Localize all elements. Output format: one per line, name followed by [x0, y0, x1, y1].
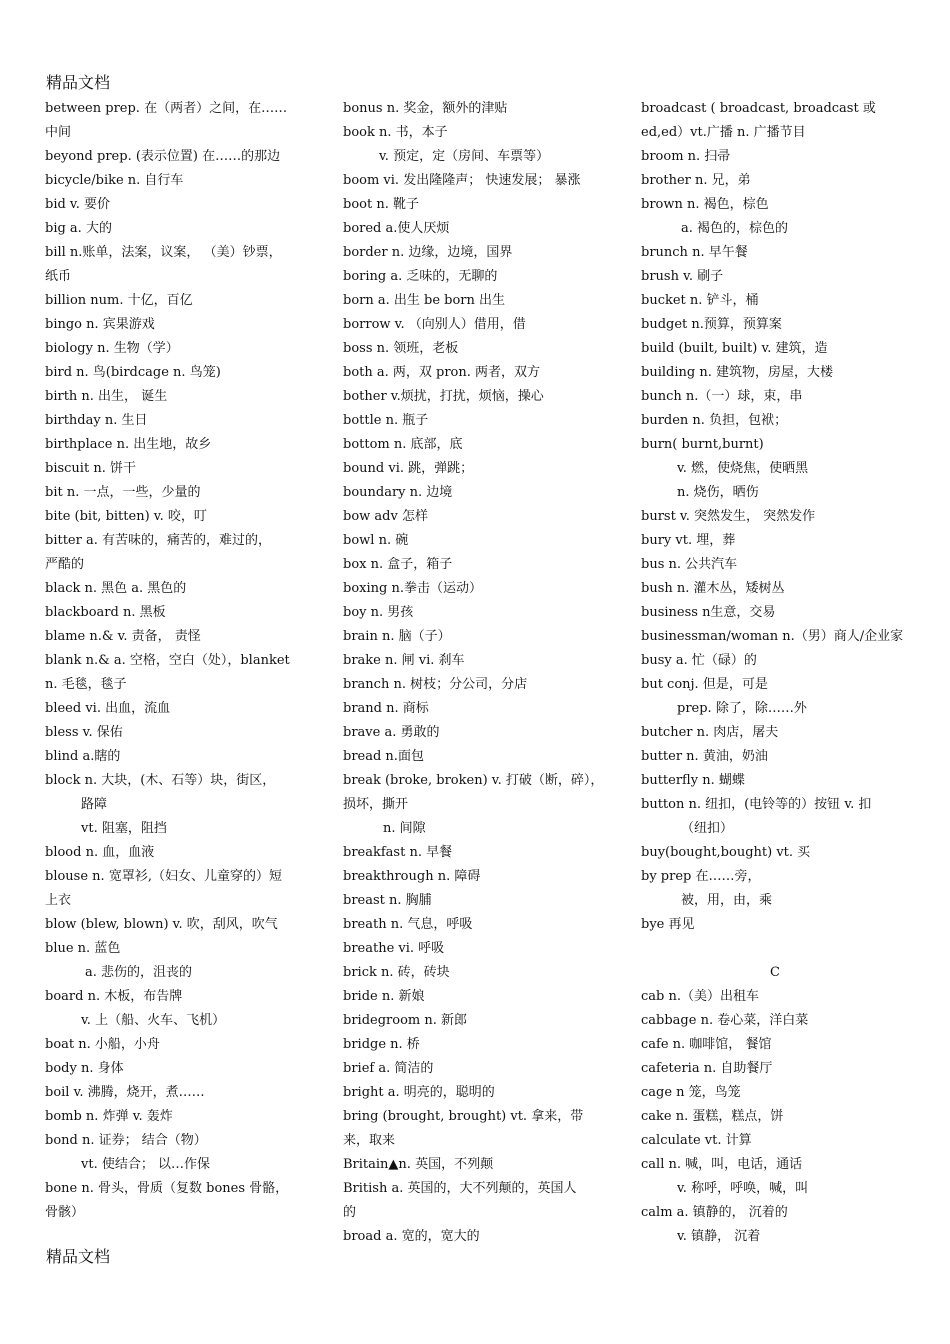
- vocab-line: blackboard n. 黑板: [45, 605, 166, 620]
- vocab-line: border n. 边缘，边境，国界: [343, 245, 513, 260]
- vocab-line: busy a. 忙（碌）的: [641, 653, 757, 668]
- vocab-line: bright a. 明亮的，聪明的: [343, 1085, 495, 1100]
- vocab-line: butter n. 黄油，奶油: [641, 749, 768, 764]
- vocab-line: bomb n. 炸弹 v. 轰炸: [45, 1109, 173, 1124]
- vocab-line: breast n. 胸脯: [343, 893, 432, 908]
- vocab-line: cafe n. 咖啡馆， 餐馆: [641, 1037, 772, 1052]
- vocab-line: born a. 出生 be born 出生: [343, 293, 506, 308]
- vocab-line: boot n. 靴子: [343, 197, 419, 212]
- vocab-line: boy n. 男孩: [343, 605, 414, 620]
- vocab-line: biscuit n. 饼干: [45, 461, 136, 476]
- vocab-line: birthplace n. 出生地，故乡: [45, 437, 212, 452]
- vocab-line: brown n. 褐色，棕色: [641, 197, 769, 212]
- vocab-line: blame n.& v. 责备， 责怪: [45, 629, 201, 644]
- vocab-line: burn( burnt,burnt): [641, 437, 764, 452]
- vocab-line: break (broke, broken) v. 打破（断，碎），: [343, 773, 604, 788]
- vocab-line: but conj. 但是，可是: [641, 677, 768, 692]
- vocab-line: C: [770, 965, 780, 980]
- vocab-line: 上衣: [45, 893, 72, 908]
- vocab-line: 损坏，撕开: [343, 797, 409, 812]
- vocab-line: bleed vi. 出血，流血: [45, 701, 171, 716]
- vocab-line: bond n. 证券； 结合（物）: [45, 1133, 207, 1148]
- vocab-line: buy(bought,bought) vt. 买: [641, 845, 811, 860]
- vocab-line: brother n. 兄，弟: [641, 173, 751, 188]
- vocab-line: blow (blew, blown) v. 吹，刮风，吹气: [45, 917, 278, 932]
- vocab-line: bus n. 公共汽车: [641, 557, 738, 572]
- vocab-line: bury vt. 埋，葬: [641, 533, 736, 548]
- vocab-line: broom n. 扫帚: [641, 149, 731, 164]
- vocab-line: brand n. 商标: [343, 701, 429, 716]
- vocab-line: broadcast ( broadcast, broadcast 或: [641, 101, 876, 116]
- vocab-line: brave a. 勇敢的: [343, 725, 440, 740]
- vocab-line: brunch n. 早午餐: [641, 245, 748, 260]
- page-header: 精品文档: [46, 73, 111, 92]
- vocab-line: bunch n.（一）球，束，串: [641, 389, 803, 404]
- vocab-line: building n. 建筑物，房屋，大楼: [641, 365, 833, 380]
- vocab-line: boat n. 小船，小舟: [45, 1037, 160, 1052]
- vocab-line: bonus n. 奖金，额外的津贴: [343, 101, 508, 116]
- column-1: [45, 97, 313, 1225]
- vocab-line: n. 毛毯，毯子: [45, 677, 127, 692]
- vocab-line: broad a. 宽的，宽大的: [343, 1229, 480, 1244]
- vocab-line: British a. 英国的，大不列颠的，英国人: [343, 1181, 577, 1196]
- vocab-line: bicycle/bike n. 自行车: [45, 173, 184, 188]
- vocab-line: brief a. 简洁的: [343, 1061, 434, 1076]
- vocab-line: butterfly n. 蝴蝶: [641, 773, 745, 788]
- vocab-line: bottom n. 底部，底: [343, 437, 463, 452]
- vocab-line: call n. 喊，叫，电话，通话: [641, 1157, 803, 1172]
- vocab-line: board n. 木板，布告牌: [45, 989, 183, 1004]
- vocab-line: calm a. 镇静的， 沉着的: [641, 1205, 788, 1220]
- vocab-line: blouse n. 宽罩衫,（妇女、儿童穿的）短: [45, 869, 282, 884]
- vocab-line: beyond prep. (表示位置) 在……的那边: [45, 149, 281, 164]
- vocab-line: both a. 两，双 pron. 两者，双方: [343, 365, 541, 380]
- vocab-line: vt. 使结合； 以…作保: [81, 1157, 210, 1172]
- vocab-line: book n. 书，本子: [343, 125, 448, 140]
- vocab-line: bow adv 怎样: [343, 509, 428, 524]
- vocab-line: v. 称呼，呼唤，喊，叫: [677, 1181, 809, 1196]
- vocab-line: body n. 身体: [45, 1061, 124, 1076]
- vocab-line: boundary n. 边境: [343, 485, 453, 500]
- vocab-line: Britain▲n. 英国，不列颠: [343, 1157, 494, 1172]
- vocab-line: breath n. 气息，呼吸: [343, 917, 473, 932]
- vocab-line: bowl n. 碗: [343, 533, 409, 548]
- vocab-line: burden n. 负担，包袱；: [641, 413, 788, 428]
- vocab-line: bye 再见: [641, 917, 695, 932]
- vocab-line: v. 上（船、火车、飞机）: [81, 1013, 226, 1028]
- vocab-line: n. 烧伤，晒伤: [677, 485, 759, 500]
- vocab-line: billion num. 十亿，百亿: [45, 293, 193, 308]
- vocab-line: v. 燃，使烧焦，使晒黑: [677, 461, 809, 476]
- vocab-line: butcher n. 肉店，屠夫: [641, 725, 779, 740]
- vocab-line: bite (bit, bitten) v. 咬，叮: [45, 509, 207, 524]
- vocab-line: cabbage n. 卷心菜，洋白菜: [641, 1013, 809, 1028]
- vocab-line: bitter a. 有苦味的，痛苦的，难过的，: [45, 533, 271, 548]
- vocab-line: businessman/woman n.（男）商人/企业家: [641, 629, 904, 644]
- vocab-line: vt. 阻塞，阻挡: [81, 821, 167, 836]
- vocab-line: block n. 大块，(木、石等）块，街区，: [45, 773, 276, 788]
- vocab-line: a. 褐色的，棕色的: [681, 221, 789, 236]
- vocab-line: blind a.瞎的: [45, 749, 121, 764]
- vocab-line: black n. 黑色 a. 黑色的: [45, 581, 187, 596]
- vocab-line: breakthrough n. 障碍: [343, 869, 481, 884]
- vocab-line: bride n. 新娘: [343, 989, 425, 1004]
- vocab-line: 被，用，由，乘: [681, 893, 773, 908]
- vocab-line: birthday n. 生日: [45, 413, 148, 428]
- column-3: [641, 97, 909, 1249]
- vocab-line: boring a. 乏味的，无聊的: [343, 269, 498, 284]
- vocab-line: blood n. 血，血液: [45, 845, 155, 860]
- vocab-line: bone n. 骨头，骨质（复数 bones 骨骼，: [45, 1181, 289, 1196]
- vocab-line: button n. 纽扣，(电铃等的）按钮 v. 扣: [641, 797, 872, 812]
- vocab-line: brush v. 刷子: [641, 269, 724, 284]
- vocab-line: （纽扣）: [681, 821, 734, 836]
- vocab-line: brain n. 脑（子）: [343, 629, 451, 644]
- vocab-line: 路障: [81, 797, 108, 812]
- vocab-line: bottle n. 瓶子: [343, 413, 429, 428]
- vocab-line: [641, 937, 909, 961]
- vocab-line: bother v.烦扰，打扰，烦恼，操心: [343, 389, 544, 404]
- vocab-line: business n生意，交易: [641, 605, 776, 620]
- vocab-line: branch n. 树枝；分公司，分店: [343, 677, 528, 692]
- vocab-line: bored a.使人厌烦: [343, 221, 450, 236]
- vocab-line: budget n.预算，预算案: [641, 317, 782, 332]
- vocab-line: biology n. 生物（学）: [45, 341, 179, 356]
- vocab-line: v. 镇静， 沉着: [677, 1229, 761, 1244]
- vocab-line: 骨骸）: [45, 1205, 85, 1220]
- vocab-line: 的: [343, 1205, 357, 1220]
- vocab-line: a. 悲伤的，沮丧的: [85, 965, 193, 980]
- vocab-line: bit n. 一点，一些，少量的: [45, 485, 201, 500]
- vocab-line: 纸币: [45, 269, 72, 284]
- vocab-line: borrow v. （向别人）借用，借: [343, 317, 526, 332]
- vocab-line: breathe vi. 呼吸: [343, 941, 445, 956]
- vocab-line: brake n. 闸 vi. 刹车: [343, 653, 465, 668]
- vocab-line: by prep 在……旁，: [641, 869, 761, 884]
- vocab-line: boom vi. 发出隆隆声； 快速发展； 暴涨: [343, 173, 581, 188]
- vocab-line: bingo n. 宾果游戏: [45, 317, 155, 332]
- vocab-line: 中间: [45, 125, 72, 140]
- vocab-line: bill n.账单，法案，议案， （美）钞票，: [45, 245, 282, 260]
- vocab-line: bless v. 保佑: [45, 725, 123, 740]
- vocab-line: bridegroom n. 新郎: [343, 1013, 467, 1028]
- vocab-line: cab n.（美）出租车: [641, 989, 759, 1004]
- vocab-line: cage n 笼，鸟笼: [641, 1085, 741, 1100]
- vocab-line: v. 预定，定（房间、车票等）: [379, 149, 550, 164]
- vocab-line: bring (brought, brought) vt. 拿来，带: [343, 1109, 584, 1124]
- vocab-line: burst v. 突然发生， 突然发作: [641, 509, 816, 524]
- vocab-line: 来，取来: [343, 1133, 396, 1148]
- vocab-line: bucket n. 铲斗，桶: [641, 293, 759, 308]
- vocab-line: prep. 除了，除……外: [677, 701, 807, 716]
- vocab-line: birth n. 出生， 诞生: [45, 389, 168, 404]
- vocab-line: cafeteria n. 自助餐厅: [641, 1061, 773, 1076]
- vocab-line: boil v. 沸腾，烧开，煮……: [45, 1085, 205, 1100]
- vocab-line: breakfast n. 早餐: [343, 845, 453, 860]
- vocab-line: box n. 盒子，箱子: [343, 557, 453, 572]
- vocab-line: boxing n.拳击（运动）: [343, 581, 482, 596]
- page-footer: 精品文档: [46, 1247, 111, 1266]
- vocab-line: big a. 大的: [45, 221, 112, 236]
- vocab-line: blank n.& a. 空格，空白（处），blanket: [45, 653, 290, 668]
- vocab-line: bread n.面包: [343, 749, 424, 764]
- vocab-line: bush n. 灌木丛，矮树丛: [641, 581, 785, 596]
- vocab-line: cake n. 蛋糕，糕点，饼: [641, 1109, 784, 1124]
- vocab-line: bid v. 要价: [45, 197, 111, 212]
- vocab-line: bound vi. 跳，弹跳；: [343, 461, 474, 476]
- vocab-line: boss n. 领班，老板: [343, 341, 459, 356]
- vocab-line: build (built, built) v. 建筑，造: [641, 341, 828, 356]
- vocab-line: brick n. 砖，砖块: [343, 965, 450, 980]
- vocab-line: calculate vt. 计算: [641, 1133, 752, 1148]
- vocab-line: bird n. 鸟(birdcage n. 鸟笼): [45, 365, 221, 380]
- vocab-line: blue n. 蓝色: [45, 941, 121, 956]
- vocab-line: 严酷的: [45, 557, 85, 572]
- vocab-line: n. 间隙: [383, 821, 426, 836]
- column-2: [343, 97, 611, 1249]
- vocab-line: bridge n. 桥: [343, 1037, 420, 1052]
- vocab-line: between prep. 在（两者）之间，在……: [45, 101, 288, 116]
- vocab-line: ed,ed）vt.广播 n. 广播节目: [641, 125, 806, 140]
